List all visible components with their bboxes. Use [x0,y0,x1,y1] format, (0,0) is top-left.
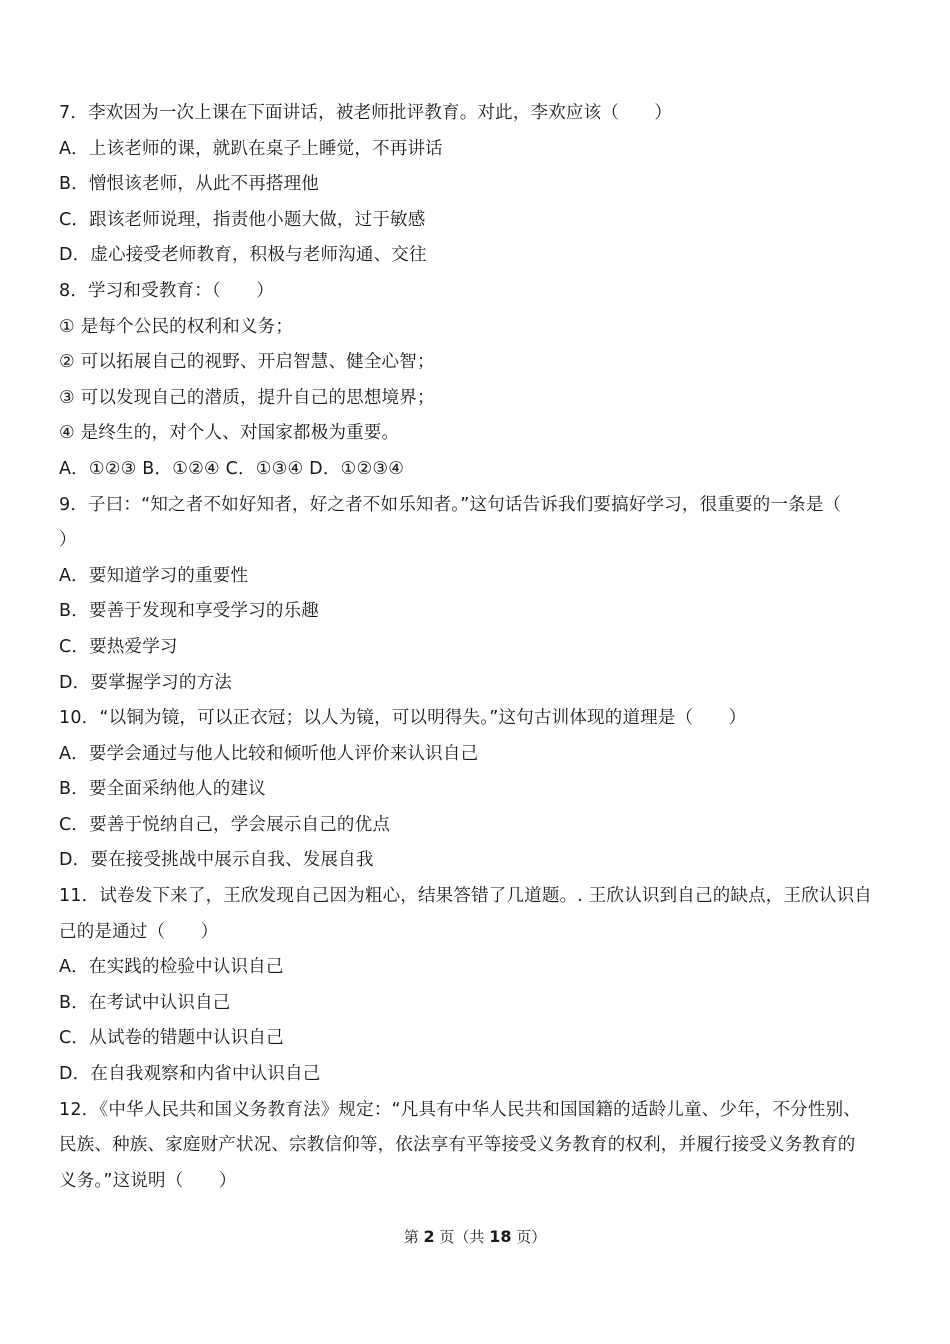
text-line: ） [59,530,77,551]
text-line: A．要知道学习的重要性 [59,565,249,586]
footer-page-number: 2 [423,1227,435,1246]
text-line: C．要善于悦纳自己，学会展示自己的优点 [59,814,391,835]
footer-total-pages: 18 [489,1227,512,1246]
text-line: D．在自我观察和内省中认识自己 [59,1064,321,1085]
text-line: B．憎恨该老师，从此不再搭理他 [59,174,320,195]
text-line: ① 是每个公民的权利和义务； [59,316,294,337]
text-line: 己的是通过（ ） [59,921,219,942]
text-line: 9．子曰：“知之者不如好知者，好之者不如乐知者。”这句话告诉我们要搞好学习，很重要的一条是（ [59,494,842,515]
text-line: A．要学会通过与他人比较和倾听他人评价来认识自己 [59,743,479,764]
text-line: A．在实践的检验中认识自己 [59,957,284,978]
text-line: C．跟该老师说理，指责他小题大做，过于敏感 [59,209,426,230]
text-line: 12．《中华人民共和国义务教育法》规定：“凡具有中华人民共和国国籍的适龄儿童、少年，不分性别、 [59,1099,861,1120]
text-line: D．虚心接受老师教育，积极与老师沟通、交往 [59,245,427,266]
text-line: 7．李欢因为一次上课在下面讲话，被老师批评教育。对此，李欢应该（ ） [59,103,673,123]
text-line: ③ 可以发现自己的潜质，提升自己的思想境界； [59,387,435,408]
text-line: A．①②③ B．①②④ C．①③④ D．①②③④ [59,458,405,479]
footer-prefix: 第 [403,1228,419,1246]
text-line: 11．试卷发下来了，王欣发现自己因为粗心，结果答错了几道题。. 王欣认识到自己的缺点，王欣认识自 [59,886,872,907]
text-line: D．要在接受挑战中展示自我、发展自我 [59,850,374,871]
text-line: 义务。”这说明（ ） [59,1170,237,1191]
text-line: ④ 是终生的，对个人、对国家都极为重要。 [59,423,400,444]
text-line: B．要全面采纳他人的建议 [59,779,266,800]
question-content [59,96,895,1199]
page-footer [0,1226,950,1247]
text-line: D．要掌握学习的方法 [59,672,232,693]
footer-suffix: 页） [516,1228,547,1246]
text-line: 8．学习和受教育：（ ） [59,280,274,301]
text-line: 民族、种族、家庭财产状况、宗教信仰等，依法享有平等接受义务教育的权利，并履行接受义务教育的 [59,1135,856,1156]
text-line: C．要热爱学习 [59,636,178,657]
footer-middle: 页（共 [439,1228,485,1246]
text-line: ② 可以拓展自己的视野、开启智慧、健全心智； [59,352,435,373]
text-line: 10．“以铜为镜，可以正衣冠；以人为镜，可以明得失。”这句古训体现的道理是（ ） [59,708,747,729]
text-line: C．从试卷的错题中认识自己 [59,1028,284,1049]
text-line: A．上该老师的课，就趴在桌子上睡觉，不再讲话 [59,138,443,159]
text-line: B．要善于发现和享受学习的乐趣 [59,601,320,622]
text-line: B．在考试中认识自己 [59,992,231,1013]
